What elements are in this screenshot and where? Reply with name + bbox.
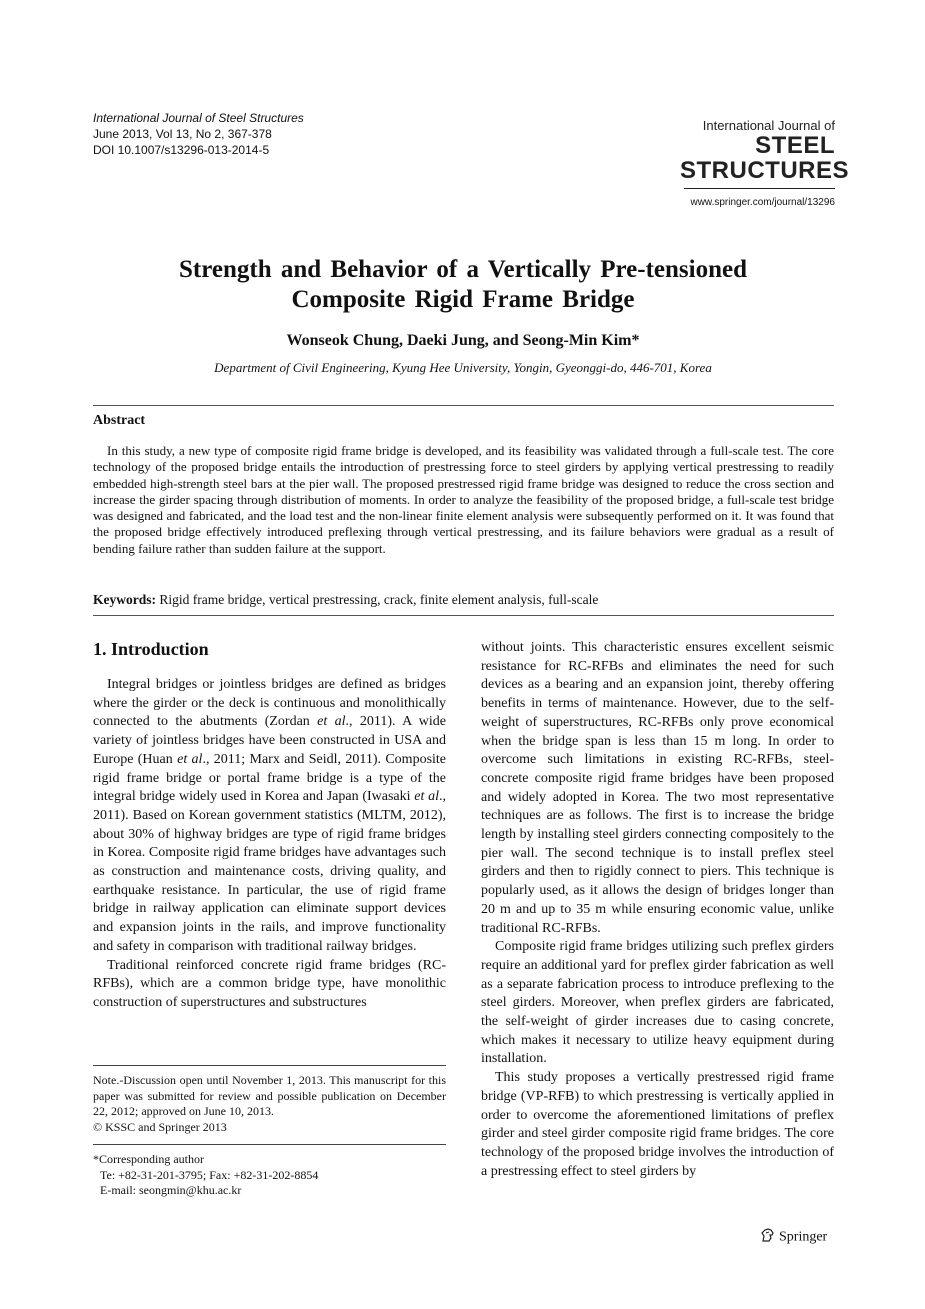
text-run-italic: et al xyxy=(317,714,346,730)
authors: Wonseok Chung, Daeki Jung, and Seong-Min Kim* xyxy=(286,332,640,349)
corresponding-phone: Te: +82-31-201-3795; Fax: +82-31-202-8854 xyxy=(100,1167,319,1182)
text-run-italic: et al xyxy=(414,789,439,805)
abstract-top-rule xyxy=(93,405,834,406)
abstract-heading: Abstract xyxy=(93,413,146,428)
footnote-copyright: © KSSC and Springer 2013 xyxy=(93,1119,227,1134)
right-column xyxy=(481,639,834,1181)
paper-title xyxy=(93,255,833,315)
corresponding-label: *Corresponding author xyxy=(93,1152,204,1166)
left-paragraph-1 xyxy=(93,676,446,957)
footnote-note xyxy=(93,1073,446,1135)
journal-header xyxy=(93,110,304,158)
abstract-paragraph: In this study, a new type of composite rigid frame bridge is developed, and its feasibility was validated through a full-scale test. The core technology of the proposed bridge entails the introduction of prestressing force to steel girders by applying vertical prestressing to readily embedded high-strength steel bars at the pier wall. The proposed prestressed rigid frame bridge was designed to reduce the cross section and increase the girder spacing through distribution of moments. In order to analyze the feasibility of the proposed bridge, a full-scale test bridge was designed and fabricated, and the load test and the non-linear finite element analysis were subsequently performed on it. It was found that the proposed bridge effectively introduced preflexing through vertical prestressing, and its failure behaviors were gradual as a result of bending failure rather than sudden failure at the support. xyxy=(93,443,834,556)
title-line-2: Composite Rigid Frame Bridge xyxy=(291,286,635,313)
corresponding-author xyxy=(93,1152,446,1199)
text-run-italic: et al xyxy=(177,751,203,767)
brand-line-1: International Journal of xyxy=(702,118,835,133)
abstract-body xyxy=(93,443,834,557)
abstract-bottom-rule xyxy=(93,615,834,616)
corresponding-email[interactable]: E-mail: seongmin@khu.ac.kr xyxy=(100,1183,242,1197)
journal-brand-logo xyxy=(680,118,850,184)
section-heading: 1. Introduction xyxy=(93,639,209,659)
text-run: ., 2011). Based on Korean government statistics (MLTM, 2012), about 30% of highway bridges are type of rigid frame bridges in Korea. Composite rigid frame bridges have advantages such as construction and maintenance costs, driving quality, and earthquake resistance. In particular, the use of rigid frame bridge in railway application can eliminate support devices and expansion joints in the rails, and improve functionality and safety in comparison with traditional railway bridges. xyxy=(93,789,446,954)
left-paragraph-2: Traditional reinforced concrete rigid frame bridges (RC-RFBs), which are a common bridge type, have monolithic construction of superstructures and substructures xyxy=(93,957,446,1010)
brand-divider xyxy=(684,188,835,189)
left-column xyxy=(93,676,446,1013)
right-paragraph-3: This study proposes a vertically prestressed rigid frame bridge (VP-RFB) to which prestressing is vertically applied in order to overcome the aforementioned limitations of preflex girder and steel girder composite rigid frame bridges. The core technology of the proposed bridge involves the introduction of a prestressing effect to steel girders by xyxy=(481,1070,834,1179)
journal-url[interactable]: www.springer.com/journal/13296 xyxy=(690,197,835,208)
right-paragraph-1: without joints. This characteristic ensures excellent seismic resistance for RC-RFBs and eliminates the need for such devices as a bearing and an expansion joint, thereby offering benefits in terms of maintenance. However, due to the self-weight of superstructures, RC-RFBs only prove economical when the bridge span is less than 15 m long. In order to overcome such limitations in existing RC-RFBs, steel-concrete composite rigid frame bridges have been proposed and widely adopted in Korea. The two most representative techniques are as follows. The first is to increase the bridge length by installing steel girders connecting compositely to the pier wall. The second technique is to install preflex steel girders and then to rigidly connect to piers. This technique is popularly used, as it allows the design of bridges longer than 20 m and up to 35 m while ensuring economic value, unlike traditional RC-RFBs. xyxy=(481,640,834,936)
keywords-label: Keywords: xyxy=(93,592,156,607)
affiliation: Department of Civil Engineering, Kyung Hee University, Yongin, Gyeonggi-do, 446-701, Korea xyxy=(214,360,712,375)
right-paragraph-2: Composite rigid frame bridges utilizing such preflex girders require an additional yard for preflex girder fabrication as well as a separate fabrication process to introduce preflexing to the steel girders. Moreover, when preflex girders are fabricated, the self-weight of girder increases due to casing concrete, which makes it necessary to utilize heavy equipment during installation. xyxy=(481,939,834,1067)
text-run: ., 2011). A wide variety of jointless bridges have been constructed in USA and Europe (Huan xyxy=(93,714,447,767)
springer-horse-icon xyxy=(760,1227,776,1248)
text-run: Integral bridges or jointless bridges are defined as bridges where the girder or the deck is continuous and monolithically connected to the abutments (Zordan xyxy=(93,677,446,730)
keywords xyxy=(93,592,834,608)
publisher-logo xyxy=(760,1227,827,1248)
title-line-1: Strength and Behavior of a Vertically Pre-tensioned xyxy=(179,256,747,283)
journal-doi: DOI 10.1007/s13296-013-2014-5 xyxy=(93,143,270,157)
brand-line-3: STRUCTURES xyxy=(680,157,850,184)
footnote-rule xyxy=(93,1144,446,1145)
journal-issue: June 2013, Vol 13, No 2, 367-378 xyxy=(93,127,272,141)
brand-line-2: STEEL xyxy=(755,132,835,159)
footnote-rule xyxy=(93,1065,446,1066)
publisher-name: Springer xyxy=(779,1229,828,1245)
footnote-discussion: Note.-Discussion open until November 1, 2013. This manuscript for this paper was submitted for review and possible publication on December 22, 2012; approved on June 10, 2013. xyxy=(93,1073,446,1118)
keywords-list: Rigid frame bridge, vertical prestressing, crack, finite element analysis, full-scale xyxy=(159,592,599,607)
journal-name: International Journal of Steel Structures xyxy=(93,111,304,125)
text-run: ., 2011; Marx and Seidl, 2011). Composite rigid frame bridge or portal frame bridge is a type of the integral bridge widely used in Korea and Japan (Iwasaki xyxy=(93,751,447,805)
